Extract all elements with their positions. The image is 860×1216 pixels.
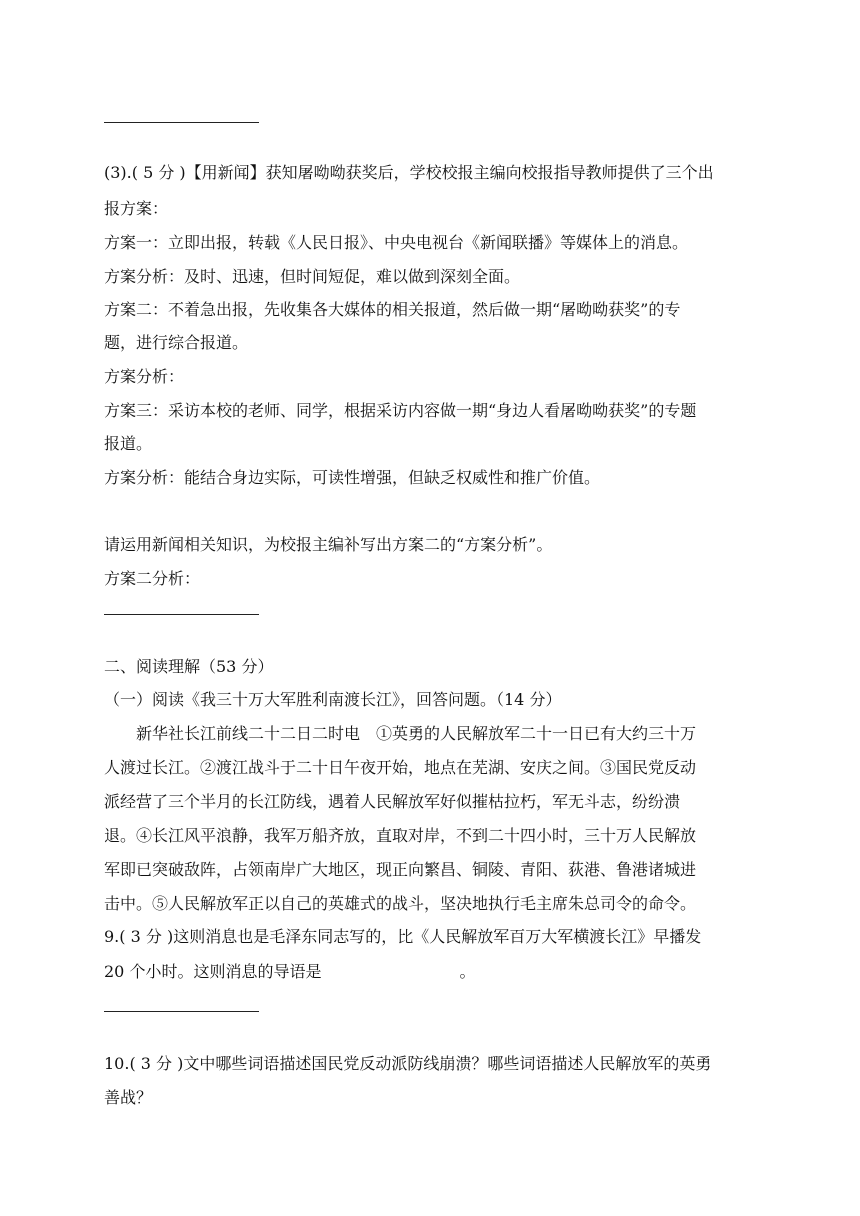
answer-line-q9	[104, 1011, 259, 1012]
answer-line-plan-2	[104, 614, 259, 615]
question-9-line-1: 9.( 3 分 )这则消息也是毛泽东同志写的，比《人民解放军百万大军横渡长江》早播发	[104, 927, 702, 946]
passage-line: 军即已突破敌阵，占领南岸广大地区，现正向繁昌、铜陵、青阳、荻港、鲁港诸城进	[104, 860, 697, 879]
instruction: 请运用新闻相关知识，为校报主编补写出方案二的“方案分析”。	[104, 535, 553, 554]
plan-3-line-2: 报道。	[104, 434, 153, 453]
passage-line: 退。④长江风平浪静，我军万船齐放，直取对岸，不到二十四小时，三十万人民解放	[104, 826, 697, 845]
section-heading: 二、阅读理解（53 分）	[104, 657, 274, 676]
passage-line: 人渡过长江。②渡江战斗于二十日午夜开始，地点在芜湖、安庆之间。③国民党反动	[104, 758, 697, 777]
question-9-text: 20 个小时。这则消息的导语是	[104, 962, 322, 981]
passage-line: 派经营了三个半月的长江防线，遇着人民解放军好似摧枯拉朽，军无斗志，纷纷溃	[104, 792, 681, 811]
plan-3-analysis: 方案分析：能结合身边实际，可读性增强，但缺乏权威性和推广价值。	[104, 468, 601, 487]
plan-2-line-1: 方案二：不着急出报，先收集各大媒体的相关报道，然后做一期“屠呦呦获奖”的专	[104, 300, 681, 319]
question-3-line-2: 报方案：	[104, 199, 169, 218]
question-10-line-2: 善战？	[104, 1088, 153, 1107]
question-9-line-2	[104, 961, 475, 983]
question-3-line-1: (3).( 5 分 )【用新闻】获知屠呦呦获奖后，学校校报主编向校报指导教师提供了三个出	[104, 163, 714, 182]
plan-2-analysis: 方案分析：	[104, 367, 185, 386]
plan-1-analysis: 方案分析：及时、迅速，但时间短促，难以做到深刻全面。	[104, 267, 521, 286]
plan-1: 方案一：立即出报，转载《人民日报》、中央电视台《新闻联播》等媒体上的消息。	[104, 233, 689, 252]
question-10-line-1: 10.( 3 分 )文中哪些词语描述国民党反动派防线崩溃？哪些词语描述人民解放军的英勇	[104, 1054, 712, 1073]
plan-2-answer-label: 方案二分析：	[104, 569, 201, 588]
question-9-period: 。	[459, 962, 476, 981]
passage-line: 新华社长江前线二十二日二时电 ①英勇的人民解放军二十一日已有大约三十万	[136, 724, 697, 743]
passage-line: 击中。⑤人民解放军正以自己的英雄式的战斗，坚决地执行毛主席朱总司令的命令。	[104, 894, 697, 913]
plan-2-line-2: 题，进行综合报道。	[104, 333, 249, 352]
plan-3-line-1: 方案三：采访本校的老师、同学，根据采访内容做一期“身边人看屠呦呦获奖”的专题	[104, 401, 697, 420]
answer-line-top	[104, 122, 259, 123]
passage-heading: （一）阅读《我三十万大军胜利南渡长江》，回答问题。（14 分）	[104, 690, 562, 709]
